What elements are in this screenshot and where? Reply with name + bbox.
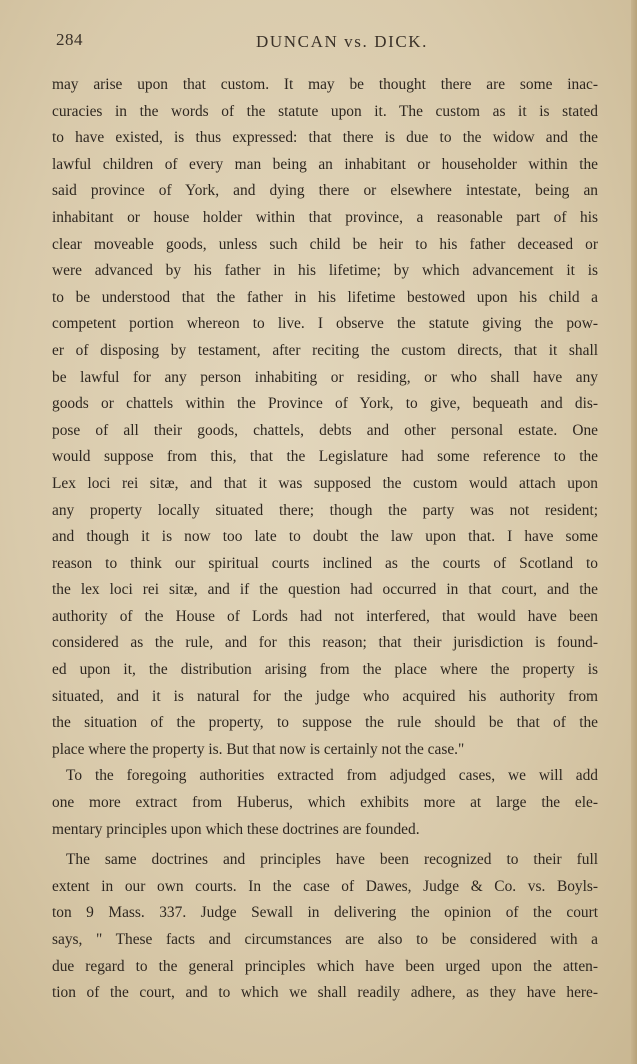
text-line: inhabitant or house holder within that province, a reasonable part of his <box>52 208 598 226</box>
text-line: pose of all their goods, chattels, debts and other personal estate. One <box>52 421 598 439</box>
page-header <box>56 30 616 56</box>
body-text <box>52 72 598 1007</box>
text-line: the lex loci rei sitæ, and if the question had occurred in that court, and the <box>52 581 598 599</box>
text-line: due regard to the general principles which have been urged upon the atten- <box>52 957 598 975</box>
text-line: To the foregoing authorities extracted from adjudged cases, we will add <box>66 767 598 785</box>
text-line: considered as the rule, and for this reason; that their jurisdiction is found- <box>52 634 598 652</box>
text-line: clear moveable goods, unless such child be heir to his father deceased or <box>52 235 598 253</box>
text-line: tion of the court, and to which we shall readily adhere, as they have here- <box>52 984 598 1002</box>
text-line: any property locally situated there; though the party was not resident; <box>52 501 598 519</box>
text-line: ed upon it, the distribution arising from the place where the property is <box>52 661 598 679</box>
text-line: the situation of the property, to suppose the rule should be that of the <box>52 714 598 732</box>
text-line: to have existed, is thus expressed: that there is due to the widow and the <box>52 129 598 147</box>
text-line: and though it is now too late to doubt the law upon that. I have some <box>52 528 598 546</box>
text-line: to be understood that the father in his lifetime bestowed upon his child a <box>52 288 598 306</box>
text-line: would suppose from this, that the Legislature had some reference to the <box>52 448 598 466</box>
text-line: place where the property is. But that now is certainly not the case." <box>52 740 465 758</box>
text-line: extent in our own courts. In the case of Dawes, Judge & Co. vs. Boyls- <box>52 877 598 895</box>
running-head: DUNCAN vs. DICK. <box>256 32 428 51</box>
text-line: curacies in the words of the statute upon it. The custom as it is stated <box>52 102 598 120</box>
text-line: authority of the House of Lords had not interfered, that would have been <box>52 607 598 625</box>
text-line: be lawful for any person inhabiting or residing, or who shall have any <box>52 368 598 386</box>
text-line: reason to think our spiritual courts inclined as the courts of Scotland to <box>52 554 598 572</box>
text-line: lawful children of every man being an inhabitant or householder within the <box>52 155 598 173</box>
text-line: situated, and it is natural for the judge who acquired his authority from <box>52 687 598 705</box>
text-line: says, " These facts and circumstances are also to be considered with a <box>52 931 598 948</box>
text-line: one more extract from Huberus, which exhibits more at large the ele- <box>52 794 598 812</box>
text-line: mentary principles upon which these doctrines are founded. <box>52 820 420 838</box>
text-line: goods or chattels within the Province of York, to give, bequeath and dis- <box>52 395 598 413</box>
text-line: er of disposing by testament, after reciting the custom directs, that it shall <box>52 341 598 359</box>
text-line: competent portion whereon to live. I observe the statute giving the pow- <box>52 315 598 333</box>
text-line: The same doctrines and principles have been recognized to their full <box>66 851 598 869</box>
page-edge-shadow <box>631 0 637 1064</box>
text-line: said province of York, and dying there or elsewhere intestate, being an <box>52 182 598 200</box>
page-number: 284 <box>56 30 83 49</box>
text-line: were advanced by his father in his lifetime; by which advancement it is <box>52 262 598 280</box>
text-line: ton 9 Mass. 337. Judge Sewall in delivering the opinion of the court <box>52 904 598 922</box>
text-line: Lex loci rei sitæ, and that it was supposed the custom would attach upon <box>52 474 598 492</box>
text-line: may arise upon that custom. It may be thought there are some inac- <box>52 76 598 93</box>
